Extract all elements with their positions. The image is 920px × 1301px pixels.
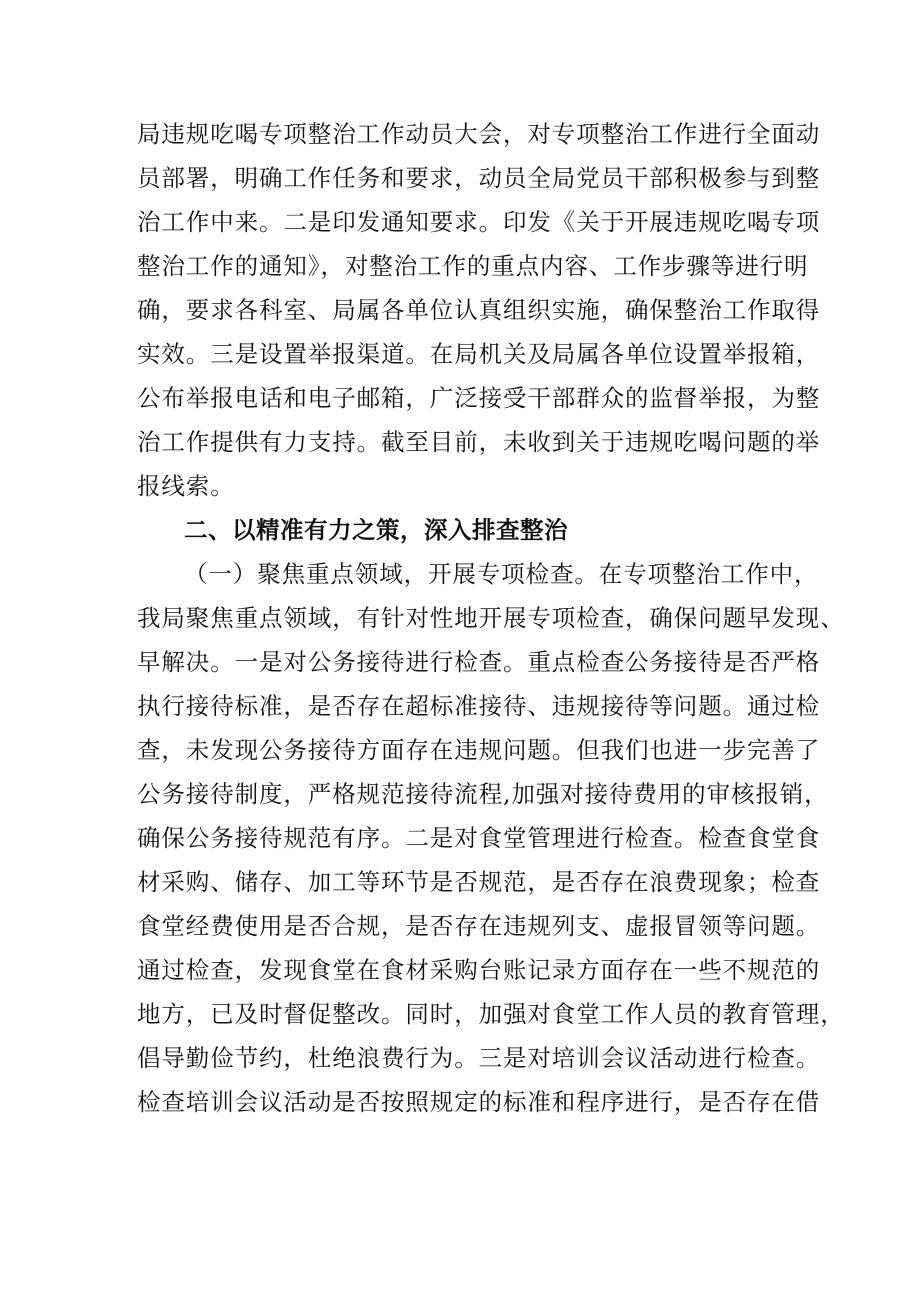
paragraph-line: 整治工作的通知》，对整治工作的重点内容、工作步骤等进行明 xyxy=(137,252,809,280)
paragraph-line: （一）聚焦重点领域，开展专项检查。在专项整治工作中， xyxy=(184,560,819,588)
paragraph-line: 治工作中来。二是印发通知要求。印发《关于开展违规吃喝专项 xyxy=(137,208,821,236)
paragraph-line: 我局聚焦重点领域，有针对性地开展专项检查，确保问题早发现、 xyxy=(137,604,845,632)
paragraph-line: 食堂经费使用是否合规，是否存在违规列支、虚报冒领等问题。 xyxy=(137,912,821,940)
paragraph-line: 公布举报电话和电子邮箱，广泛接受干部群众的监督举报，为整 xyxy=(137,384,821,412)
paragraph-line: 公务接待制度，严格规范接待流程,加强对接待费用的审核报销， xyxy=(137,780,829,808)
paragraph-line: 通过检查，发现食堂在食材采购台账记录方面存在一些不规范的 xyxy=(137,956,821,984)
paragraph-line: 执行接待标准，是否存在超标准接待、违规接待等问题。通过检 xyxy=(137,692,821,720)
paragraph-line: 检查培训会议活动是否按照规定的标准和程序进行，是否存在借 xyxy=(137,1088,821,1116)
paragraph-line: 实效。三是设置举报渠道。在局机关及局属各单位设置举报箱， xyxy=(137,340,821,368)
paragraph-line: 早解决。一是对公务接待进行检查。重点检查公务接待是否严格 xyxy=(137,648,821,676)
paragraph-line: 局违规吃喝专项整治工作动员大会，对专项整治工作进行全面动 xyxy=(137,120,821,148)
paragraph-line: 员部署，明确工作任务和要求，动员全局党员干部积极参与到整 xyxy=(137,164,821,192)
section-heading: 二、以精准有力之策，深入排查整治 xyxy=(184,516,568,544)
paragraph-line: 材采购、储存、加工等环节是否规范，是否存在浪费现象；检查 xyxy=(137,868,821,896)
paragraph-line: 倡导勤俭节约，杜绝浪费行为。三是对培训会议活动进行检查。 xyxy=(137,1044,821,1072)
paragraph-line: 查，未发现公务接待方面存在违规问题。但我们也进一步完善了 xyxy=(137,736,821,764)
paragraph-line: 地方，已及时督促整改。同时，加强对食堂工作人员的教育管理， xyxy=(137,1000,845,1028)
paragraph-line: 治工作提供有力支持。截至目前，未收到关于违规吃喝问题的举 xyxy=(137,428,821,456)
paragraph-line: 确，要求各科室、局属各单位认真组织实施，确保整治工作取得 xyxy=(137,296,821,324)
paragraph-line: 确保公务接待规范有序。二是对食堂管理进行检查。检查食堂食 xyxy=(137,824,821,852)
paragraph-line: 报线索。 xyxy=(137,472,235,500)
